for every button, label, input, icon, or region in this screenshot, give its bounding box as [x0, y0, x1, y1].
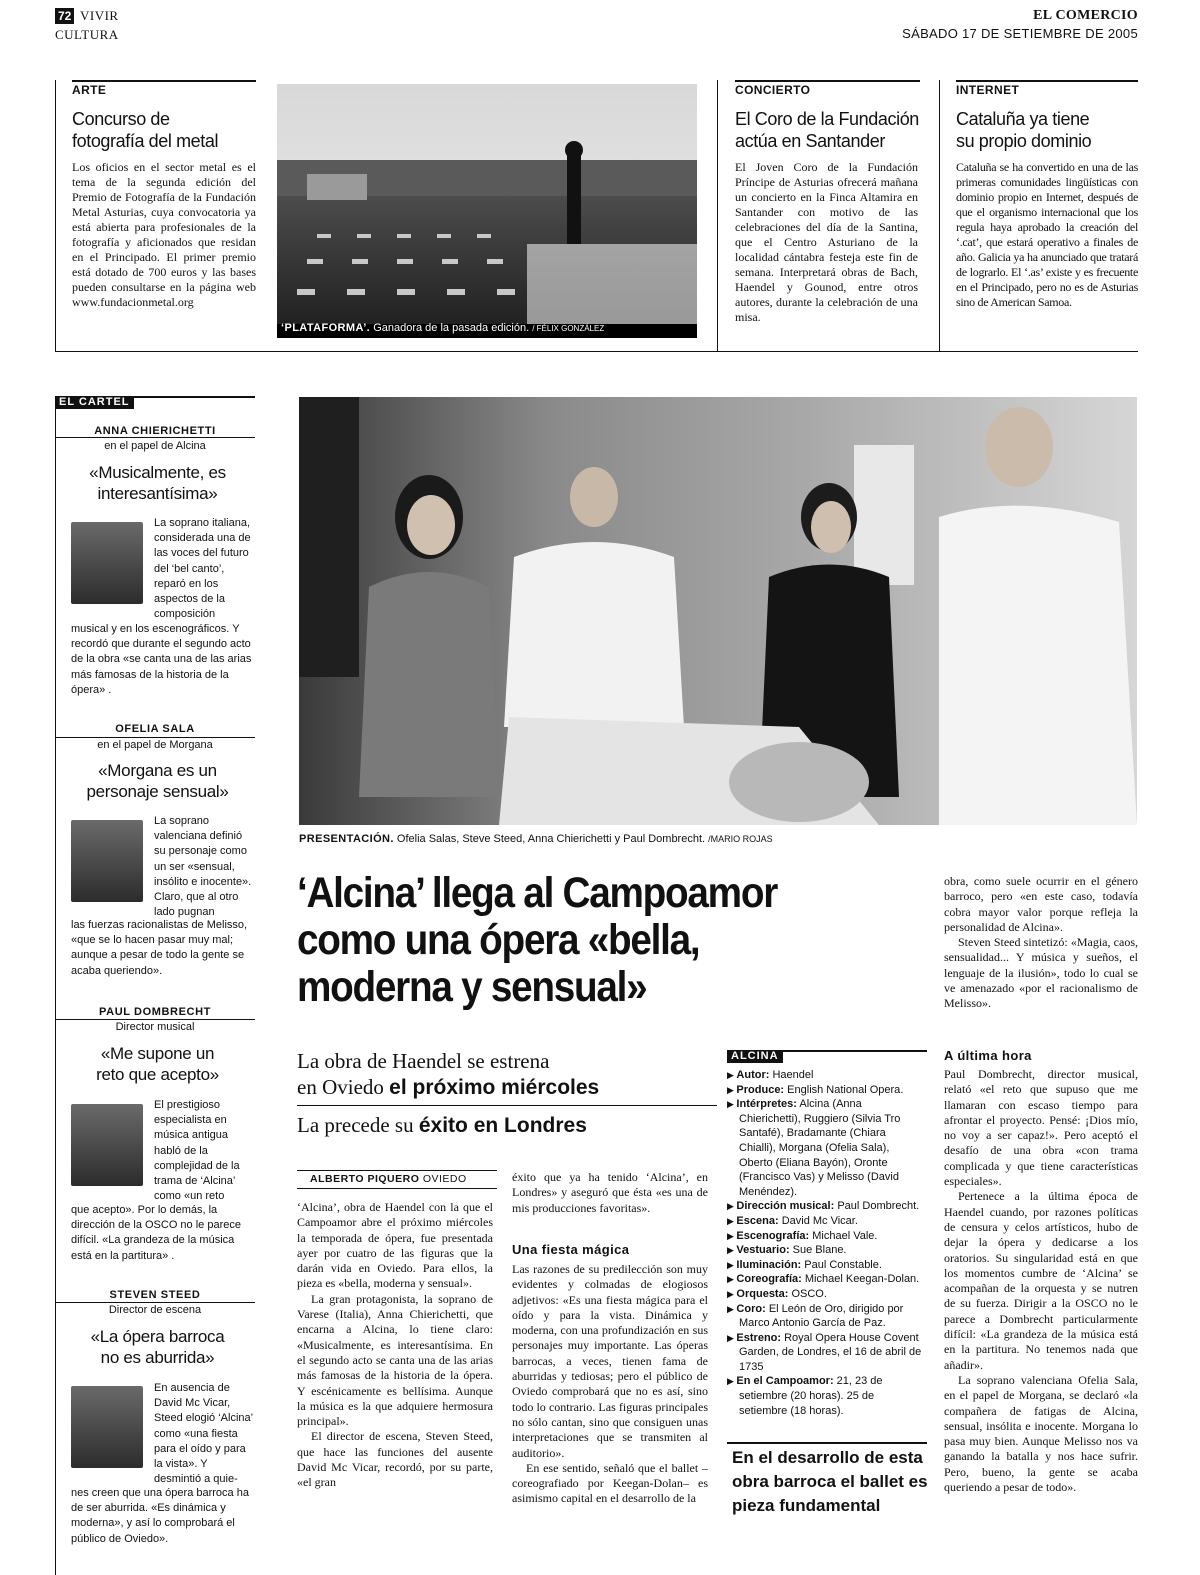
sidebar-role: en el papel de Alcina: [104, 440, 206, 452]
kicker-rule: [72, 80, 256, 82]
factbox-value: Haendel: [772, 1069, 814, 1081]
article-column-1: ‘Alcina’, obra de Haendel con la que el Campoamor abre el próximo miércoles la temporada de ópera, fue presentada ayer por cuatro de las figuras que la darán vida en Oviedo. Para ellos, la pieza es «bella, moderna y sensual». La gran protagonista, la soprano de Varese (Italia), Anna Chierichetti, que encarna a Alcina, lo tiene claro: «Musicalmente, es interesantísima. En el segundo acto se canta una de las arias más famosas de la historia de la ópera. Y escénicamente es bellísima. Aunque la música es la que adquiere hermosura principal». El director de escena, Steven Steed, que hace las funciones del ausente David Mc Vicar, recordó, por su parte, «el gran: [297, 1200, 493, 1490]
section-label: VIVIR: [80, 8, 119, 23]
sidebar-text: musical y en los escenográficos. Y recordó que durante el segundo acto de la obra «se canta una de las arias más famosas de la historia de la ópera» .: [71, 623, 252, 696]
factbox-item: [727, 1258, 925, 1273]
sidebar-text: nes creen que una ópera barroca ha de ser aburrida. «Es dinámica y moderna», y así lo comprobará el público de Oviedo».: [71, 1487, 249, 1545]
factbox-item: [727, 1068, 925, 1083]
sidebar-text: La soprano italiana, considerada una de las voces del futuro del ‘bel canto’, reparó en los aspectos de la composición: [154, 517, 251, 621]
page-number: 72: [55, 8, 74, 24]
sidebar-quote: «La ópera barroca no es aburrida»: [90, 1327, 225, 1367]
bullet-triangle-icon: ▶: [727, 1245, 737, 1256]
article-deck-2: La precede su éxito en Londres: [297, 1113, 587, 1137]
article-subhead-1: Una fiesta mágica: [512, 1242, 630, 1257]
article-headline: ‘Alcina’ llega al Campoamor como una ópera «bella, moderna y sensual»: [297, 869, 778, 1011]
brief-body-internet: Cataluña se ha convertido en una de las primeras comunidades lingüísticas con dominio propio en Internet, después de que el organismo internacional que los regula haya aprobado la creación del ‘.cat’, que estará operativo a finales de año. Galicia ya ha anunciado que tratará de lograrlo. El ‘.as’ existe y es frecuente en el Principado, pero no es de Asturias sino de American Samoa.: [956, 160, 1138, 309]
sidebar-role: Director musical: [115, 1021, 195, 1033]
sidebar-quote: «Morgana es un personaje sensual»: [86, 761, 229, 801]
bullet-triangle-icon: ▶: [727, 1288, 737, 1299]
bullet-triangle-icon: ▶: [727, 1201, 737, 1212]
factbox-value: El León de Oro, dirigido por Marco Antonio García de Paz.: [739, 1302, 904, 1330]
issue-date: SÁBADO 17 DE SETIEMBRE DE 2005: [902, 26, 1138, 41]
factbox-bottom-rule: [727, 1442, 927, 1444]
brief-kicker-concierto: CONCIERTO: [735, 83, 811, 97]
bullet-triangle-icon: ▶: [727, 1099, 737, 1110]
bullet-triangle-icon: ▶: [727, 1274, 737, 1285]
factbox-label: Autor:: [736, 1069, 770, 1081]
article-column-4b: Paul Dombrecht, director musical, relató «el reto que supuso que me llamaran con escaso tiempo para afrontar el proyecto. Pensé: ¡Dios mío, no voy a ser capaz!». Pero aceptó el desafío de una obra «con trama complicada y que tiene características especiales». Pertenece a la última época de Haendel cuando, por razones políticas de censura y celos artísticos, hubo de dejar la ópera y dedicarse a los oratorios. Su singularidad está en que los momentos cumbre de ‘Alcina’ se acompañan de la orquesta y se nutren de su fuerza. Dirigir a la OSCO no le parece a Dombrecht particularmente difícil: «La grandeza de la música está en la partitura. No tenemos nada que añadir». La soprano valenciana Ofelia Sala, en el papel de Morgana, se declaró «la compañera de fatigas de Alcina, sensual, insólita e inocente. Morgana lo pasa muy bien. Aunque Melisso nos va ganando la batalla y nos hace sufrir. Pero, bueno, la gente se acaba queriendo a pesar de todo».: [944, 1067, 1138, 1495]
article-column-4a: obra, como suele ocurrir en el género barroco, pero «en este caso, todavía cobra mayor valor porque refleja la personalidad de Alcina». Steven Steed sintetizó: «Magia, caos, sensualidad... Y música y sueños, el lenguaje de la ilusión», todo lo cual se ve amenazado «por el racionalismo de Melisso».: [944, 874, 1138, 1011]
deck-rule: [297, 1105, 717, 1106]
article-deck: La obra de Haendel se estrena en Oviedo el próximo miércoles: [297, 1049, 600, 1099]
factbox-label: Vestuario:: [736, 1244, 790, 1257]
brief-title-internet: Cataluña ya tiene su propio dominio: [956, 109, 1092, 151]
brief-body-arte: Los oficios en el sector metal es el tema de la segunda edición del Premio de Fotografía de la Fundación Metal Asturias, cuya convocatoria ya está abierta para profesionales de la fotografía y aficionados que residan en el Principado. El primer premio está dotado de 700 euros y las bases pueden consultarse en la página web www.fundacionmetal.org: [72, 160, 256, 309]
sidebar-name: STEVEN STEED: [109, 1289, 201, 1301]
factbox-label: Orquesta:: [736, 1287, 789, 1300]
factbox-value: Alcina (Anna Chierichetti), Ruggiero (Silvia Tro Santafé), Bradamante (Chiara Chialli), Morgana (Ofelia Sala), Oberto (Eliana Bayón), Oronte (Francisco Vas) y Melisso (David Menéndez).: [739, 1098, 901, 1198]
pull-quote: En el desarrollo de esta obra barroca el ballet es pieza fundamental: [732, 1448, 928, 1515]
sidebar-rule: [55, 1302, 255, 1303]
factbox-item: [727, 1374, 925, 1418]
sidebar-name: OFELIA SALA: [115, 723, 195, 735]
factbox: [727, 1068, 925, 1418]
brief-title-concierto: El Coro de la Fundación actúa en Santander: [735, 109, 919, 151]
brief-kicker-arte: ARTE: [72, 83, 107, 97]
factbox-value: Paul Constable.: [804, 1258, 882, 1271]
kicker-rule: [956, 80, 1138, 82]
portrait-paul-dombrecht: [71, 1104, 143, 1186]
bullet-triangle-icon: ▶: [727, 1230, 737, 1241]
sidebar-left-rule: [55, 396, 56, 1575]
byline: ALBERTO PIQUERO OVIEDO: [310, 1173, 467, 1185]
portrait-anna-chierichetti: [71, 522, 143, 604]
main-photo-caption: PRESENTACIÓN. Ofelia Salas, Steve Steed, Anna Chierichetti y Paul Dombrecht. /MARIO ROJAS: [299, 833, 773, 845]
factbox-value: 21, 23 de setiembre (20 horas). 25 de setiembre (18 horas).: [739, 1375, 883, 1417]
portrait-steven-steed: [71, 1386, 143, 1468]
sidebar-role: Director de escena: [108, 1304, 202, 1316]
factbox-item: [727, 1243, 925, 1258]
factbox-label: Iluminación:: [736, 1258, 802, 1271]
byline-rule: [297, 1188, 497, 1189]
brief-photo-caption: ‘PLATAFORMA’. Ganadora de la pasada edición. / FÉLIX GONZÁLEZ: [281, 322, 605, 334]
factbox-tag: ALCINA: [727, 1050, 783, 1063]
subsection-label: CULTURA: [55, 27, 119, 42]
factbox-value: English National Opera.: [787, 1083, 904, 1096]
main-photo-image: [299, 397, 1137, 825]
sidebar-text: El prestigioso especialista en música antigua habló de la complejidad de la trama de ‘Alcina’ como «un reto: [154, 1099, 240, 1203]
sidebar-name: PAUL DOMBRECHT: [99, 1006, 211, 1018]
sidebar-quote: «Musicalmente, es interesantísima»: [89, 463, 226, 503]
brief-photo: [277, 84, 697, 338]
factbox-label: Dirección musical:: [736, 1200, 835, 1213]
factbox-label: Intérpretes:: [736, 1098, 797, 1111]
article-column-2a: éxito que ya ha tenido ‘Alcina’, en Londres» y aseguró que ésta «es una de mis producciones favoritas».: [512, 1170, 708, 1215]
factbox-item: [727, 1097, 925, 1199]
factbox-item: [727, 1272, 925, 1287]
bullet-triangle-icon: ▶: [727, 1376, 737, 1387]
sidebar-text: las fuerzas racionalistas de Melisso, «que se lo hacen pasar muy mal; aunque a pesar de todo la gente se acaba queriendo».: [71, 919, 248, 977]
factbox-item: [727, 1199, 925, 1214]
factbox-label: Produce:: [736, 1083, 785, 1096]
factbox-label: En el Campoamor:: [736, 1375, 834, 1388]
sidebar-rule: [55, 437, 255, 438]
factbox-item: [727, 1287, 925, 1302]
sidebar-quote: «Me supone un reto que acepto»: [96, 1044, 219, 1084]
factbox-value: Sue Blane.: [792, 1244, 847, 1257]
kicker-rule: [735, 80, 920, 82]
sidebar-rule: [55, 737, 255, 738]
factbox-item: [727, 1302, 925, 1331]
sidebar-text: que acepto». Por lo demás, la dirección de la OSCO no le parece difícil. «La grandeza de la música está en la partitura» .: [71, 1204, 241, 1262]
factbox-item: [727, 1229, 925, 1244]
brief-photo-image: [277, 84, 697, 338]
sidebar-text: La soprano valenciana definió su personaje como un ser «sensual, insólito e inocente». Claro, que al otro lado pugnan: [154, 815, 252, 919]
article-column-2b: Las razones de su predilección son muy evidentes y colmadas de elogiosos adjetivos: «Es una fiesta mágica para el oído y para la vista. Dinámica y moderna, con una profundización en sus personajes muy importante. Las óperas barrocas, a veces, tienen fama de aburridas y tediosas; pero el público de Oviedo comprobará que no es así, sino todo lo contrario. Las figuras principales no sólo cantan, sino que consiguen unas interpretaciones que se transmiten al auditorio». En ese sentido, señaló que el ballet –coreografiado por Keegan-Dolan– es asimismo capital en el desarrollo de la: [512, 1262, 708, 1506]
factbox-item: [727, 1331, 925, 1375]
factbox-label: Estreno:: [736, 1331, 782, 1344]
factbox-label: Coro:: [736, 1302, 766, 1315]
divider: [55, 80, 56, 352]
main-photo: [299, 397, 1137, 825]
brief-body-concierto: El Joven Coro de la Fundación Príncipe de Asturias ofrecerá mañana un concierto en la Finca Altamira en Santander con motivo de las celebraciones del día de la Santina, que el Centro Asturiano de la localidad cántabra festeja este fin de semana. Interpretará obras de Bach, Haendel y Gounod, entre otros autores, durante la celebración de una misa.: [735, 160, 918, 324]
bullet-triangle-icon: ▶: [727, 1259, 737, 1270]
factbox-label: Escena:: [736, 1214, 779, 1227]
factbox-value: Michael Vale.: [812, 1229, 878, 1242]
factbox-value: OSCO.: [791, 1287, 827, 1300]
factbox-value: Royal Opera House Covent Garden, de Londres, el 16 de abril de 1735: [739, 1331, 922, 1373]
bullet-triangle-icon: ▶: [727, 1084, 737, 1095]
factbox-value: Paul Dombrecht.: [837, 1200, 920, 1213]
article-subhead-2: A última hora: [944, 1048, 1032, 1063]
brief-kicker-internet: INTERNET: [956, 83, 1020, 97]
byline-rule: [297, 1170, 497, 1171]
factbox-label: Coreografía:: [736, 1273, 802, 1286]
brief-title-arte: Concurso de fotografía del metal: [72, 109, 219, 151]
factbox-label: Escenografía:: [736, 1229, 810, 1242]
bullet-triangle-icon: ▶: [727, 1303, 737, 1314]
factbox-value: David Mc Vicar.: [781, 1214, 858, 1227]
divider: [939, 80, 940, 352]
bullet-triangle-icon: ▶: [727, 1070, 737, 1080]
factbox-item: [727, 1214, 925, 1229]
bullet-triangle-icon: ▶: [727, 1215, 737, 1226]
bullet-triangle-icon: ▶: [727, 1332, 737, 1343]
sidebar-rule: [55, 1019, 255, 1020]
newspaper-name: EL COMERCIO: [1033, 8, 1138, 23]
sidebar-name: ANNA CHIERICHETTI: [94, 425, 216, 437]
portrait-ofelia-sala: [71, 820, 143, 902]
divider: [717, 80, 718, 352]
factbox-item: [727, 1083, 925, 1098]
sidebar-tag: EL CARTEL: [55, 396, 134, 409]
sidebar-role: en el papel de Morgana: [97, 739, 213, 751]
sidebar-text: En ausencia de David Mc Vicar, Steed elogió ‘Alcina’ como «una fiesta para el oído y para la vista». Y desmintió a quie-: [154, 1382, 253, 1486]
factbox-value: Michael Keegan-Dolan.: [804, 1273, 920, 1286]
